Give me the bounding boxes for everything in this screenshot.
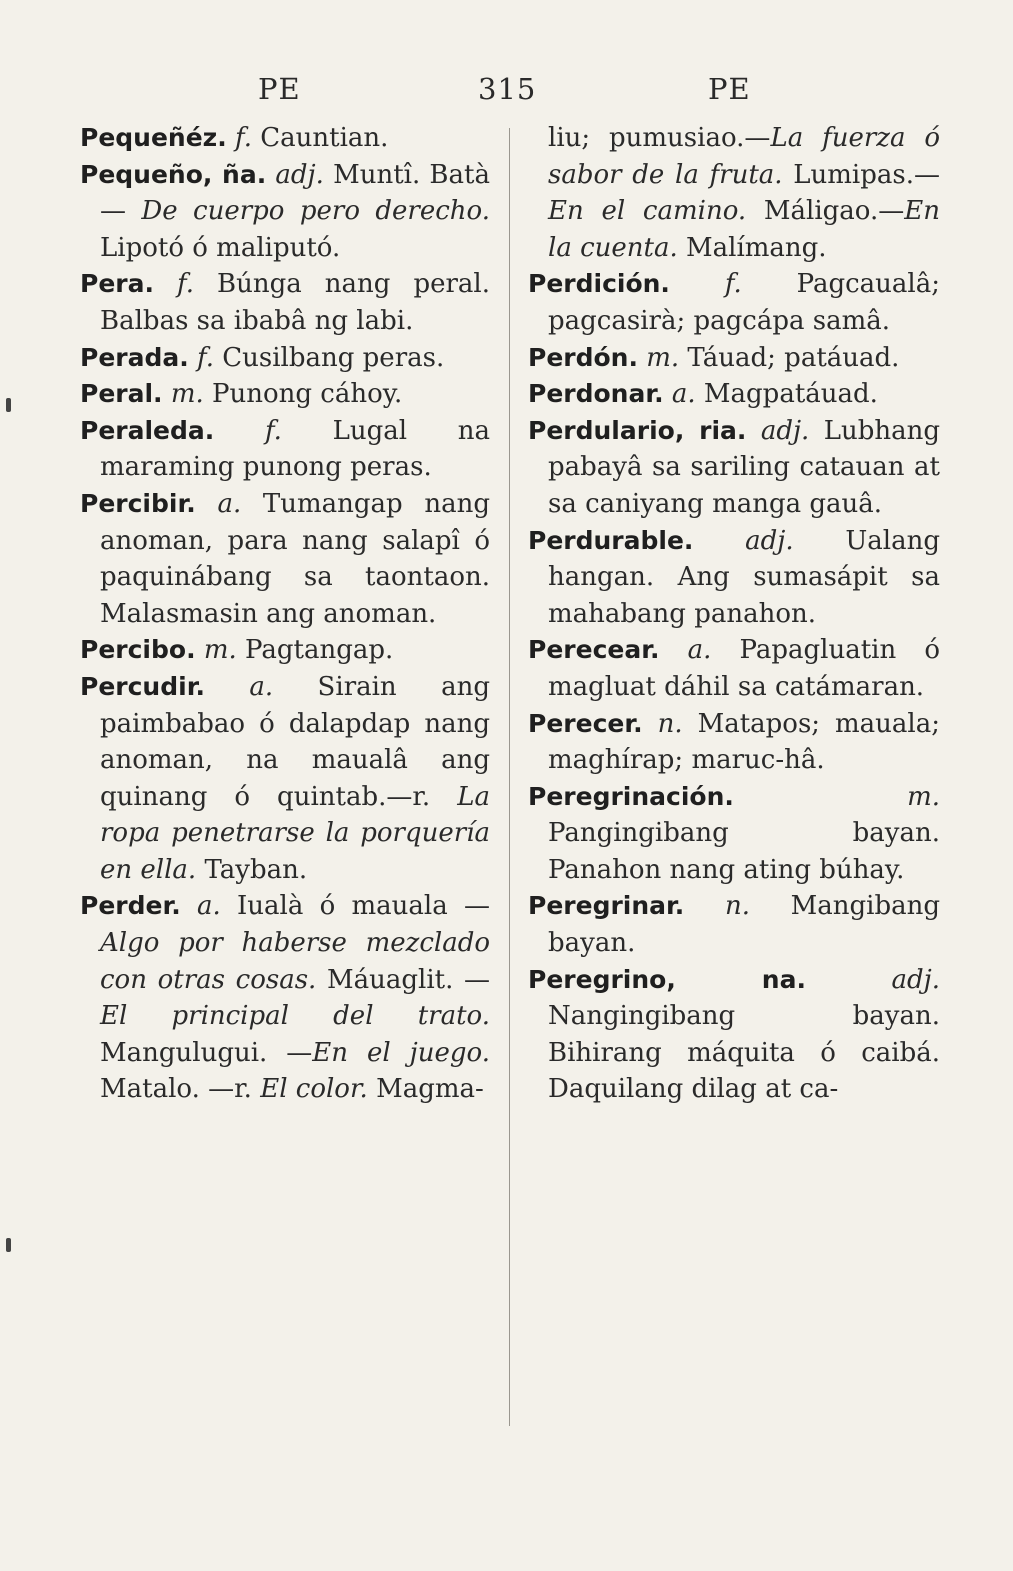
spanish-phrase: El color. — [251, 1074, 368, 1105]
definition: Malímang. — [677, 232, 827, 263]
dictionary-entry — [80, 413, 490, 486]
part-of-speech: f. — [177, 269, 194, 300]
definition: Muntî. Batà — — [100, 159, 490, 227]
headword: Perdulario, ria. — [528, 415, 747, 445]
header-right-guide-word: PE — [708, 72, 751, 106]
dictionary-entry — [528, 376, 940, 413]
dictionary-entry — [80, 157, 490, 267]
definition: Tayban. — [196, 854, 308, 885]
part-of-speech: f. — [235, 123, 252, 153]
margin-mark — [6, 1238, 11, 1252]
definition: Magma- — [367, 1074, 484, 1105]
dictionary-entry — [528, 340, 940, 377]
definition: Búnga nang peral. Balbas sa ibabâ ng labi. — [100, 269, 490, 336]
dictionary-entry — [80, 376, 490, 413]
part-of-speech: m. — [646, 342, 680, 373]
definition: Papagluatin ó magluat dáhil sa catámaran. — [548, 635, 940, 702]
part-of-speech: n. — [657, 708, 683, 739]
dictionary-entry — [80, 486, 490, 632]
part-of-speech: m. — [170, 379, 204, 410]
part-of-speech: adj. — [891, 964, 941, 995]
spanish-phrase: De cuerpo pero derecho. — [126, 196, 490, 227]
part-of-speech: n. — [724, 891, 750, 922]
dictionary-entry — [80, 669, 490, 889]
spanish-phrase: En el camino. — [548, 196, 747, 227]
dictionary-entry — [80, 266, 490, 339]
margin-mark — [6, 398, 11, 412]
dictionary-entry — [80, 340, 490, 377]
dictionary-entry — [80, 120, 490, 157]
part-of-speech: a. — [671, 379, 696, 410]
definition: Sirain ang paimbabao ó dalapdap nang anoman, na maualâ ang quinang ó quintab.—r. — [100, 671, 490, 812]
definition: Matapos; mauala; maghírap; maruc-hâ. — [548, 708, 941, 776]
part-of-speech: a. — [197, 891, 221, 922]
headword: Perada. — [80, 342, 189, 372]
headword: Peregrinar. — [528, 891, 685, 921]
headword: Perdón. — [528, 342, 638, 372]
spanish-phrase: En la cuenta. — [548, 196, 940, 263]
page-number: 315 — [478, 72, 537, 106]
definition: Pagtangap. — [236, 635, 394, 666]
spanish-phrase: En el juego. — [312, 1037, 490, 1068]
definition: Cusilbang peras. — [213, 342, 445, 373]
entry-continuation — [528, 120, 940, 266]
definition: Lubhang pabayâ sa sariling catauan at sa caniyang manga gauâ. — [548, 415, 941, 519]
part-of-speech: a. — [249, 671, 274, 702]
definition: Matalo. —r. — [100, 1074, 252, 1105]
spanish-phrase: El principal del trato. — [100, 1001, 490, 1032]
spanish-phrase: La fuerza ó sabor de la fruta. — [548, 123, 940, 190]
dictionary-entry — [528, 413, 940, 523]
dictionary-entry — [528, 523, 940, 633]
definition: Iualà ó mauala — — [220, 891, 491, 922]
definition: Punong cáhoy. — [203, 379, 403, 410]
spanish-phrase: Algo por haberse mezclado con otras cosas. — [100, 928, 490, 995]
definition: Ualang hangan. Ang sumasápit sa mahabang panahon. — [548, 525, 940, 629]
headword: Perecear. — [528, 635, 660, 665]
left-column — [80, 120, 490, 1108]
headword: Pera. — [80, 269, 154, 299]
definition: Mangulugui. — — [100, 1037, 313, 1068]
headword: Percibir. — [80, 488, 196, 518]
part-of-speech: a. — [687, 635, 712, 666]
headword: Percudir. — [80, 671, 205, 701]
part-of-speech: adj. — [275, 159, 324, 190]
header-left-guide-word: PE — [258, 72, 301, 106]
headword: Perder. — [80, 891, 181, 921]
headword: Peregrinación. — [528, 781, 734, 811]
definition: Magpatáuad. — [695, 379, 878, 410]
definition: Máuaglit. — — [316, 964, 491, 995]
definition: Lugal na maraming punong peras. — [100, 415, 491, 483]
headword: Perdonar. — [528, 379, 664, 409]
headword: Percibo. — [80, 635, 196, 665]
definition: Pangingibang bayan. Panahon nang ating búhay. — [548, 818, 940, 885]
definition: Táuad; patáuad. — [679, 342, 900, 373]
definition: Tumangap nang anoman, para nang salapî ó paquinábang sa taontaon. Malasmasin ang anoman. — [100, 488, 490, 629]
headword: Perecer. — [528, 708, 643, 738]
dictionary-entry — [80, 888, 490, 1108]
definition: Cauntian. — [251, 123, 389, 153]
headword: Perdición. — [528, 269, 670, 299]
part-of-speech: adj. — [760, 415, 810, 446]
running-header — [0, 72, 1013, 116]
headword: Peregrino, na. — [528, 964, 806, 994]
headword: Peral. — [80, 379, 163, 409]
headword: Peraleda. — [80, 415, 215, 445]
headword: Pequeño, ña. — [80, 159, 267, 189]
headword: Pequeñéz. — [80, 123, 227, 152]
definition: liu; pumusiao.— — [548, 123, 771, 153]
part-of-speech: a. — [217, 488, 242, 519]
headword: Perdurable. — [528, 525, 694, 555]
spanish-phrase: La ropa penetrarse la porquería en ella. — [100, 781, 490, 885]
part-of-speech: m. — [907, 781, 940, 812]
dictionary-entry — [80, 632, 490, 669]
definition: Lipotó ó maliputó. — [100, 232, 341, 263]
column-divider — [509, 128, 510, 1426]
definition: Nangingibang bayan. Bihirang máquita ó caibá. Daquilang dilag at ca- — [548, 1001, 940, 1105]
definition: Máligao.— — [746, 196, 905, 227]
definition: Mangibang bayan. — [548, 891, 941, 959]
part-of-speech: f. — [197, 342, 214, 373]
definition: Lumipas.— — [782, 159, 940, 190]
part-of-speech: f. — [264, 415, 282, 446]
dictionary-entry — [528, 779, 940, 889]
dictionary-entry — [528, 962, 940, 1108]
part-of-speech: f. — [724, 269, 742, 300]
definition: Pagcaualâ; pagcasirà; pagcápa samâ. — [548, 269, 941, 336]
part-of-speech: adj. — [745, 525, 794, 556]
dictionary-entry — [528, 266, 940, 339]
right-column — [528, 120, 940, 1108]
dictionary-entry — [528, 706, 940, 779]
dictionary-entry — [528, 632, 940, 705]
part-of-speech: m. — [203, 635, 237, 666]
dictionary-entry — [528, 888, 940, 961]
